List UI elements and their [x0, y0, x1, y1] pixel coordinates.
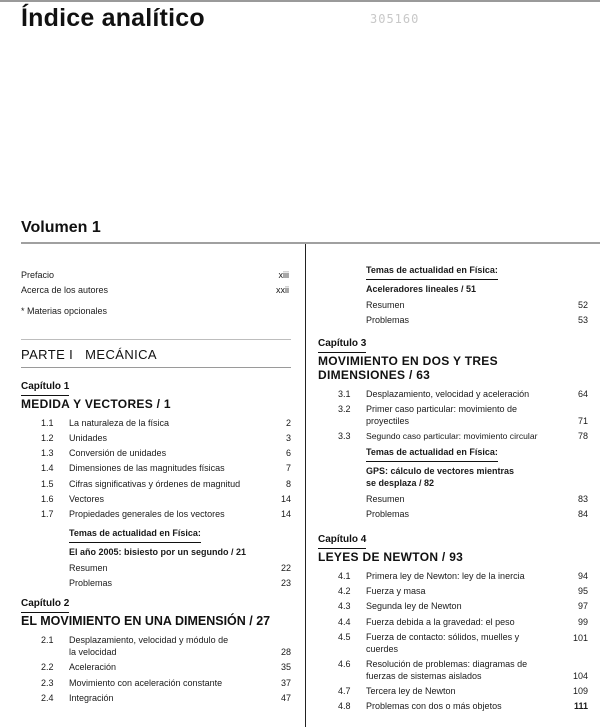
toc-section[interactable] [318, 387, 588, 402]
section-title: Problemas con dos o más objetos [366, 701, 502, 712]
section-page: 97 [577, 601, 588, 612]
section-page: 95 [577, 586, 588, 597]
section-number: 2.1 [41, 635, 54, 646]
toc-section[interactable] [21, 416, 291, 431]
section-title: Fuerza y masa [366, 586, 426, 597]
toc-entry-problems[interactable] [366, 507, 588, 522]
section-page: 99 [577, 616, 588, 627]
toc-section[interactable] [21, 660, 291, 675]
section-page: 71 [577, 415, 588, 426]
section-title: Dimensiones de las magnitudes físicas [69, 463, 225, 474]
section-number: 3.2 [338, 403, 351, 414]
section-page: 14 [280, 509, 291, 520]
chapter-label: Capítulo 3 [318, 337, 366, 353]
section-number: 4.5 [338, 631, 351, 642]
section-number: 4.1 [338, 570, 351, 581]
section-number: 3.1 [338, 388, 351, 399]
chapter-title[interactable]: EL MOVIMIENTO EN UNA DIMENSIÓN / 27 [21, 614, 271, 629]
section-title: Aceleración [69, 662, 117, 673]
toc-section[interactable] [21, 492, 291, 507]
section-number: 1.2 [41, 432, 54, 443]
section-page: 94 [577, 570, 588, 581]
toc-section[interactable] [318, 569, 588, 584]
toc-section[interactable] [21, 507, 291, 522]
section-number: 1.1 [41, 417, 54, 428]
section-title: Segundo caso particular: movimiento circular [366, 430, 538, 441]
entry-label: Problemas [366, 509, 410, 520]
entry-label: Resumen [69, 562, 108, 573]
entry-page: xxii [276, 285, 289, 296]
toc-section[interactable] [318, 684, 588, 699]
section-page: 47 [280, 692, 291, 703]
chapter-tail [318, 492, 588, 523]
toc-section[interactable] [318, 402, 588, 429]
section-page: 101 [572, 632, 588, 643]
entry-label: Problemas [69, 577, 113, 588]
section-number: 1.3 [41, 448, 54, 459]
toc-section[interactable] [21, 431, 291, 446]
optional-note: * Materias opcionales [21, 305, 108, 316]
section-page: 35 [280, 662, 291, 673]
section-number: 1.7 [41, 509, 54, 520]
section-page: 2 [285, 417, 291, 428]
section-title: La naturaleza de la física [69, 417, 170, 428]
section-number: 2.2 [41, 662, 54, 673]
entry-label: Prefacio [21, 270, 55, 280]
entry-label: Acerca de los autores [21, 285, 109, 296]
section-title: Conversión de unidades [69, 448, 167, 459]
section-number: 2.3 [41, 677, 54, 688]
entry-label: Resumen [366, 300, 405, 310]
section-title: Propiedades generales de los vectores [69, 509, 225, 520]
toc-section[interactable] [21, 446, 291, 461]
entry-page: 22 [280, 562, 291, 573]
section-page: 14 [280, 494, 291, 505]
page-title: Índice analítico [21, 4, 205, 32]
section-title: Segunda ley de Newton [366, 601, 462, 612]
section-title: Resolución de problemas: diagramas de fuerzas de sistemas aislados [366, 658, 528, 681]
section-number: 1.6 [41, 494, 54, 505]
section-title: Unidades [69, 432, 108, 443]
topics-label: Temas de actualidad en Física: [69, 527, 201, 543]
part-name: MECÁNICA [85, 346, 157, 362]
chapter-2 [21, 591, 291, 706]
toc-entry-summary[interactable] [366, 492, 588, 507]
section-title: Fuerza debida a la gravedad: el peso [366, 616, 515, 627]
part-label: PARTE I [21, 346, 74, 362]
section-page: 28 [280, 646, 291, 657]
toc-section[interactable] [21, 691, 291, 706]
toc-section[interactable] [318, 615, 588, 630]
section-number: 4.7 [338, 685, 351, 696]
toc-entry-authors[interactable] [21, 283, 291, 298]
section-page: 104 [572, 670, 588, 681]
topics-item[interactable]: GPS: cálculo de vectores mientras se desplaza / 82 [366, 466, 515, 489]
part-rule-top [21, 339, 291, 340]
entry-page: 53 [577, 315, 588, 326]
section-title: Cifras significativas y órdenes de magnitud [69, 478, 241, 489]
section-number: 1.5 [41, 478, 54, 489]
toc-section[interactable] [318, 429, 588, 444]
volume-title: Volumen 1 [21, 219, 101, 236]
section-number: 4.4 [338, 616, 351, 627]
chapter-4 [318, 523, 588, 715]
topics-label: Temas de actualidad en Física: [366, 446, 498, 462]
entry-page: 52 [577, 300, 588, 310]
toc-entry-problems[interactable] [366, 313, 588, 328]
section-page: 6 [285, 448, 291, 459]
section-title: Desplazamiento, velocidad y módulo de la velocidad [69, 635, 229, 658]
section-page: 8 [285, 478, 291, 489]
top-rule [0, 0, 600, 2]
section-title: Desplazamiento, velocidad y aceleración [366, 388, 530, 399]
section-title: Fuerza de contacto: sólidos, muelles y cuerdes [366, 631, 520, 654]
section-title: Movimiento con aceleración constante [69, 677, 223, 688]
topics-label: Temas de actualidad en Física: [366, 264, 498, 280]
toc-entry-summary[interactable] [69, 561, 291, 576]
entry-page: 84 [577, 509, 588, 520]
toc-entry-summary[interactable] [366, 298, 588, 313]
section-title: Primer caso particular: movimiento de proyectiles [366, 403, 518, 426]
toc-section[interactable] [318, 630, 588, 657]
toc-right-column [318, 264, 588, 715]
toc-section[interactable] [21, 477, 291, 492]
entry-page: xiii [278, 270, 289, 280]
chapter-title[interactable]: MOVIMIENTO EN DOS Y TRES DIMENSIONES / 63 [318, 353, 498, 382]
section-page: 111 [573, 701, 588, 712]
chapter-tail [21, 561, 291, 592]
entry-page: 23 [280, 577, 291, 588]
toc-section[interactable] [21, 676, 291, 691]
section-page: 7 [285, 463, 291, 474]
section-number: 4.6 [338, 658, 351, 669]
entry-label: Problemas [366, 315, 410, 326]
volume-rule [21, 242, 600, 244]
chapter-title[interactable]: LEYES DE NEWTON / 93 [318, 549, 464, 564]
entry-label: Resumen [366, 494, 405, 505]
section-number: 2.4 [41, 692, 54, 703]
section-title: Vectores [69, 494, 105, 505]
toc-entry-preface[interactable] [21, 268, 291, 283]
topics-item[interactable]: Aceleradores lineales / 51 [366, 284, 477, 294]
entry-page: 83 [577, 494, 588, 505]
toc-section[interactable] [318, 657, 588, 684]
toc-entry-problems[interactable] [69, 576, 291, 591]
chapter-label: Capítulo 1 [21, 380, 69, 396]
toc-left-column [21, 268, 291, 706]
toc-section[interactable] [318, 699, 588, 714]
chapter-1 [21, 368, 291, 592]
column-divider [305, 244, 306, 727]
library-stamp: 305160 [370, 12, 420, 26]
section-title: Tercera ley de Newton [366, 685, 456, 696]
physics-topics-box [318, 446, 588, 489]
section-number: 3.3 [338, 430, 351, 441]
section-page: 3 [285, 432, 291, 443]
section-number: 4.8 [338, 701, 351, 712]
chapter-tail [318, 298, 588, 329]
physics-topics-box [21, 527, 291, 558]
section-page: 37 [280, 677, 291, 688]
part-heading [21, 346, 291, 364]
section-title: Integración [69, 692, 114, 703]
chapter-3 [318, 329, 588, 523]
section-number: 4.3 [338, 601, 351, 612]
toc-section[interactable] [318, 584, 588, 599]
toc-section[interactable] [21, 633, 291, 660]
section-number: 1.4 [41, 463, 54, 474]
physics-topics-box [318, 264, 588, 295]
section-title: Primera ley de Newton: ley de la inercia [366, 570, 525, 581]
chapter-label: Capítulo 2 [21, 597, 69, 613]
toc-section[interactable] [318, 599, 588, 614]
section-page: 78 [577, 430, 588, 441]
section-page: 64 [577, 388, 588, 399]
chapter-title[interactable]: MEDIDA Y VECTORES / 1 [21, 396, 171, 411]
chapter-label: Capítulo 4 [318, 533, 366, 549]
topics-item[interactable]: El año 2005: bisiesto por un segundo / 21 [69, 546, 247, 557]
toc-section[interactable] [21, 461, 291, 476]
section-number: 4.2 [338, 586, 351, 597]
section-page: 109 [572, 685, 588, 696]
